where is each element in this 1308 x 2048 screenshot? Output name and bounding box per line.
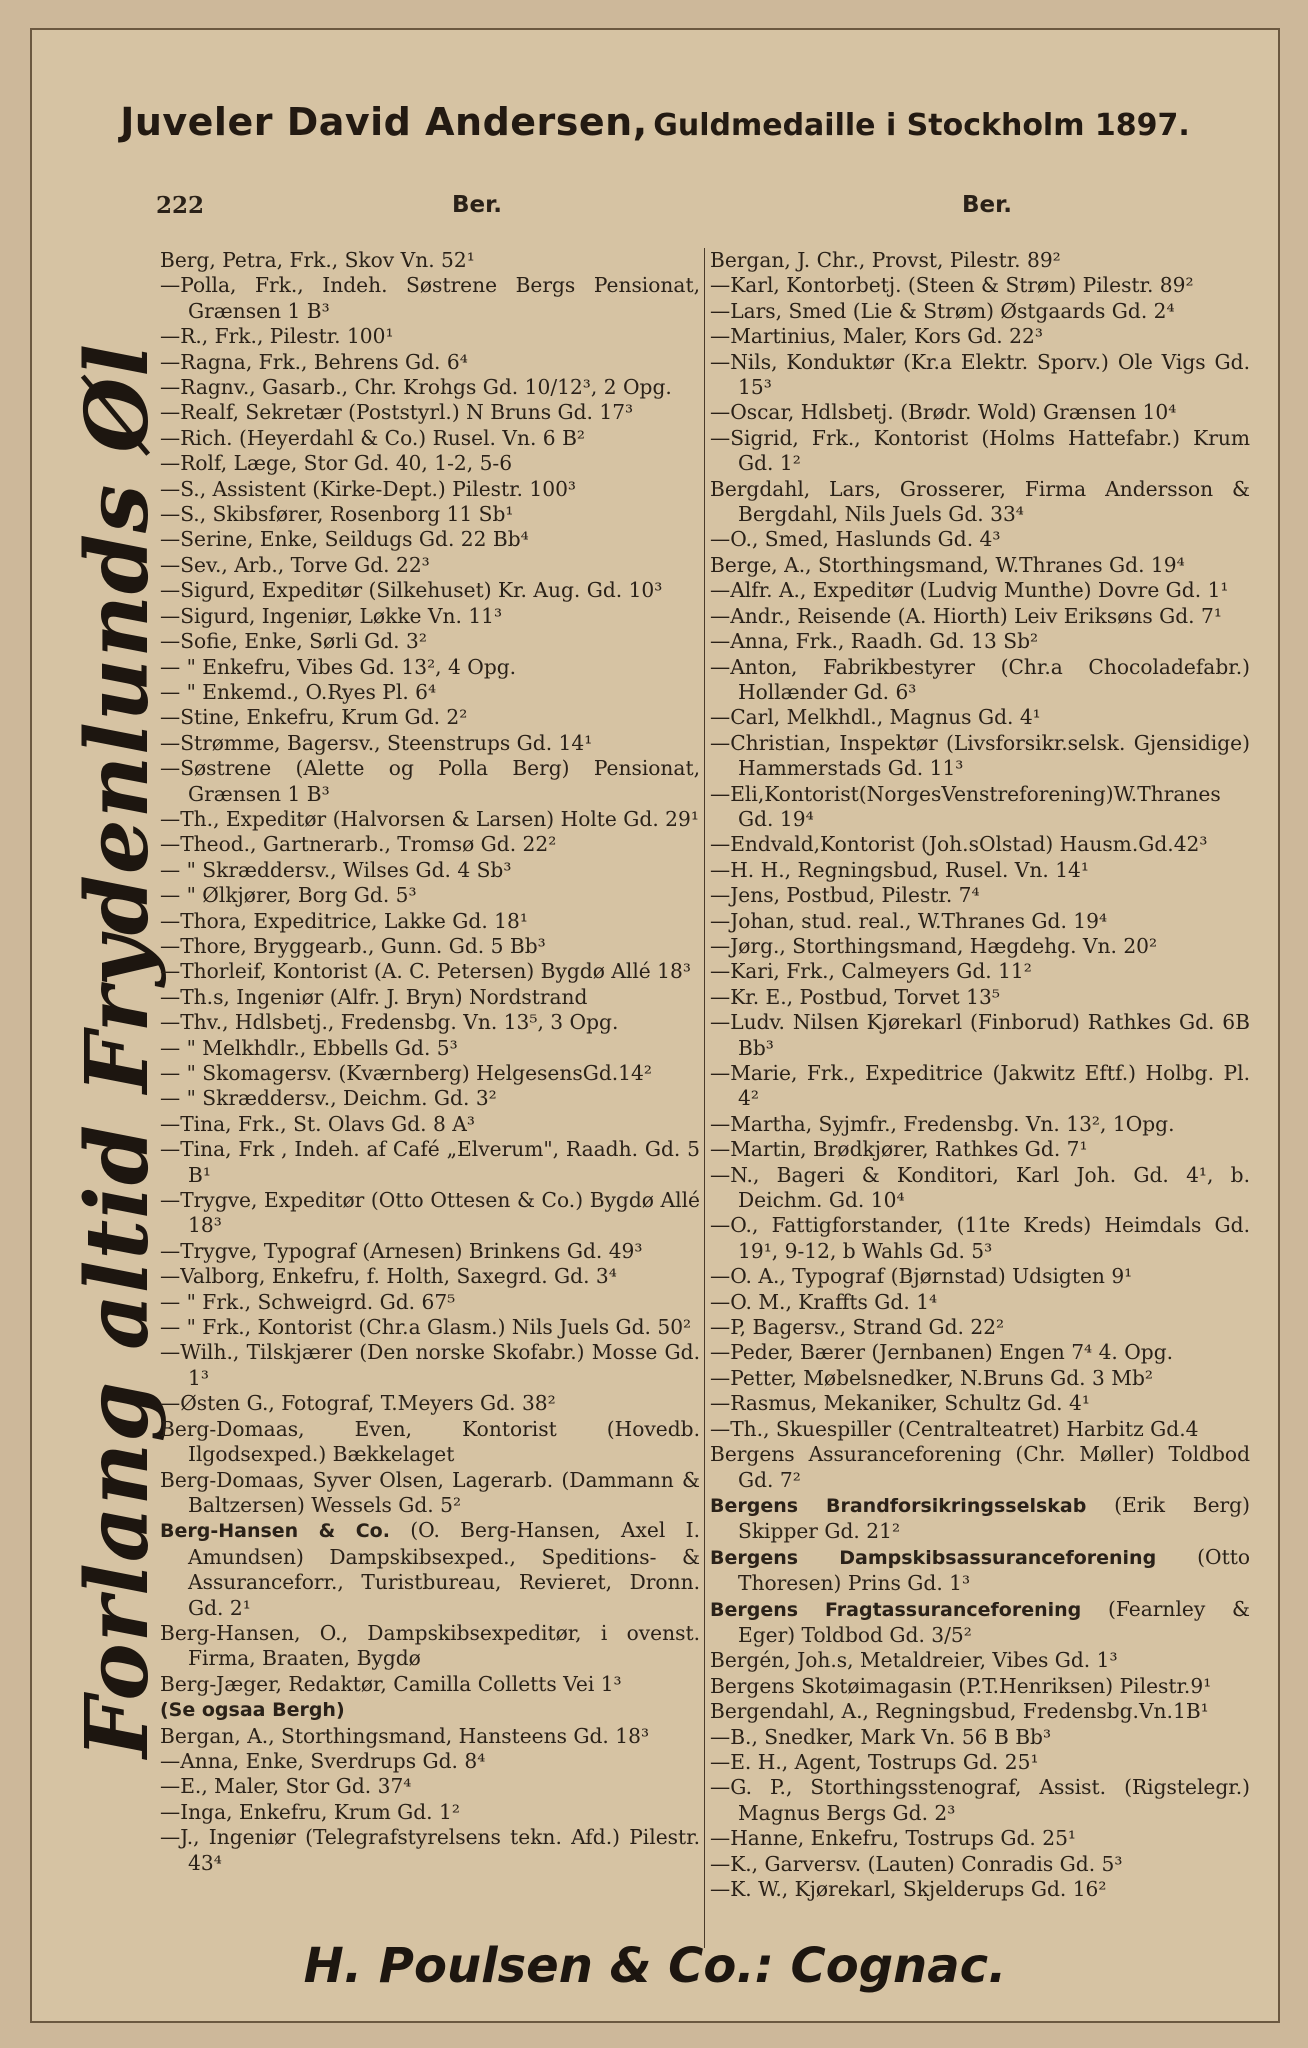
directory-entry (710, 1137, 1250, 1162)
directory-entry (160, 705, 700, 730)
entry-name: —Tina, Frk., St. Olavs Gd. 8 A³ (160, 1111, 475, 1136)
directory-entry (160, 807, 700, 832)
entry-name: —Kari, Frk., Calmeyers Gd. 11² (710, 959, 1032, 984)
entry-name: —Strømme, Bagersv., Steenstrups Gd. 14¹ (160, 730, 593, 755)
directory-entry (710, 832, 1250, 857)
directory-entry (160, 1417, 700, 1468)
entry-name: —Stine, Enkefru, Krum Gd. 2² (160, 705, 468, 730)
entry-name: —Rich. (Heyerdahl & Co.) Rusel. Vn. 6 B² (160, 425, 585, 450)
entry-name: —Thv., Hdlsbetj., Fredensbg. Vn. 13⁵, 3 Opg. (160, 1010, 619, 1035)
directory-entry (160, 502, 700, 527)
directory-entry (160, 1290, 700, 1315)
directory-entry (160, 1086, 700, 1111)
entry-name: —Østen G., Fotograf, T.Meyers Gd. 38² (160, 1391, 556, 1416)
directory-entry (160, 1315, 700, 1340)
directory-entry (160, 350, 700, 375)
entry-name: Bergens Dampskibsassuranceforening (710, 1546, 1157, 1569)
entry-name: Bergan, A., Storthingsmand, Hansteens Gd. 18³ (160, 1723, 650, 1748)
directory-entry (710, 985, 1250, 1010)
entry-name: —Jørg., Storthingsmand, Hægdehg. Vn. 20² (710, 933, 1158, 958)
entry-name: —Rasmus, Mekaniker, Schultz Gd. 4¹ (710, 1391, 1090, 1416)
entry-name: — " Skræddersv., Wilses Gd. 4 Sb³ (160, 857, 512, 882)
entry-name: —H. H., Regningsbud, Rusel. Vn. 14¹ (710, 857, 1089, 882)
entry-name: — " Skomagersv. (Kværnberg) HelgesensGd.14² (160, 1061, 652, 1085)
directory-entry (160, 1518, 700, 1621)
entry-name: — " Frk., Kontorist (Chr.a Glasm.) Nils Juels Gd. 50² (160, 1315, 692, 1340)
entry-name: — " Skræddersv., Deichm. Gd. 3² (160, 1086, 497, 1111)
directory-entry (710, 1417, 1250, 1442)
entry-name: —Søstrene (Alette og Polla Berg) Pensionat, Grænsen 1 B³ (160, 756, 700, 806)
directory-entry (710, 909, 1250, 934)
directory-entry (710, 1699, 1250, 1724)
directory-entry (160, 553, 700, 578)
directory-entry (160, 1010, 700, 1035)
entry-name: —Trygve, Expeditør (Otto Ottesen & Co.) Bygdø Allé 18³ (160, 1188, 700, 1238)
entry-name: —Jens, Postbud, Pilestr. 7⁴ (710, 883, 980, 908)
directory-entry (710, 934, 1250, 959)
directory-page (30, 28, 1280, 2023)
directory-entry (160, 477, 700, 502)
directory-entry (160, 578, 700, 603)
entry-name: —E. H., Agent, Tostrups Gd. 25¹ (710, 1749, 1039, 1774)
entry-name: —E., Maler, Stor Gd. 37⁴ (160, 1774, 412, 1799)
directory-entry (160, 655, 700, 680)
directory-entry (160, 1672, 700, 1697)
entry-name: Bergens Skotøimagasin (P.T.Henriksen) Pilestr.9¹ (710, 1673, 1212, 1698)
directory-entry (160, 1621, 700, 1672)
entry-name: Bergén, Joh.s, Metaldreier, Vibes Gd. 1³ (710, 1648, 1118, 1673)
jeweler-ad-medal: Guldmedaille i Stockholm 1897. (653, 108, 1190, 143)
directory-entry (710, 1290, 1250, 1315)
directory-entry (710, 782, 1250, 833)
entry-name: —B., Snedker, Mark Vn. 56 B Bb³ (710, 1724, 1052, 1749)
directory-entry (710, 1391, 1250, 1416)
directory-entry (710, 655, 1250, 706)
entry-name: —Carl, Melkhdl., Magnus Gd. 4¹ (710, 705, 1041, 730)
entry-name: —O. A., Typograf (Bjørnstad) Udsigten 9¹ (710, 1264, 1133, 1289)
directory-entry (160, 680, 700, 705)
entry-name: —Nils, Konduktør (Kr.a Elektr. Sporv.) Ole Vigs Gd. 15³ (710, 349, 1250, 400)
directory-entry (160, 1825, 700, 1876)
column-divider (704, 248, 705, 1948)
directory-entry (710, 477, 1250, 528)
directory-entry (710, 1545, 1250, 1597)
directory-entry (160, 985, 700, 1010)
entry-name: — " Melkhdlr., Ebbells Gd. 5³ (160, 1035, 458, 1060)
directory-entry (160, 1137, 700, 1188)
directory-entry (160, 1800, 700, 1825)
directory-entry (160, 1774, 700, 1799)
directory-entry (160, 1340, 700, 1391)
entry-name: —S., Assistent (Kirke-Dept.) Pilestr. 100³ (160, 476, 577, 501)
entry-detail: (Erik Berg) Skipper Gd. 21² (738, 1492, 1250, 1544)
directory-entry (710, 1877, 1250, 1902)
directory-entry (710, 883, 1250, 908)
directory-entry (710, 553, 1250, 578)
entry-name: —Realf, Sekretær (Poststyrl.) N Bruns Gd. 17³ (160, 400, 634, 425)
directory-entry (160, 629, 700, 654)
directory-entry (710, 1213, 1250, 1264)
directory-entry (160, 934, 700, 959)
entry-name: —Theod., Gartnerarb., Tromsø Gd. 22² (160, 832, 557, 857)
directory-entry (710, 629, 1250, 654)
entry-name: Bergdahl, Lars, Grosserer, Firma Andersson & Bergdahl, Nils Juels Gd. 33⁴ (710, 476, 1250, 527)
entry-name: —Th., Skuespiller (Centralteatret) Harbitz Gd.4 (710, 1416, 1199, 1441)
entry-name: —Endvald,Kontorist (Joh.sOlstad) Hausm.Gd.42³ (710, 832, 1208, 857)
directory-entry (160, 1468, 700, 1519)
running-header (32, 192, 1278, 232)
entry-name: — " Enkemd., O.Ryes Pl. 6⁴ (160, 679, 437, 704)
directory-entry (160, 451, 700, 476)
entry-name: —O., Fattigforstander, (11te Kreds) Heimdals Gd. 19¹, 9-12, b Wahls Gd. 5³ (710, 1213, 1250, 1263)
entry-name: —Ragnv., Gasarb., Chr. Krohgs Gd. 10/12³, 2 Opg. (160, 375, 672, 400)
directory-entry (710, 527, 1250, 552)
directory-entry (710, 1852, 1250, 1877)
left-column-head: Ber. (452, 192, 502, 218)
entry-name: — " Enkefru, Vibes Gd. 13², 4 Opg. (160, 654, 517, 679)
directory-entry (160, 426, 700, 451)
left-column (160, 248, 700, 1876)
directory-entry (160, 400, 700, 425)
directory-entry (710, 273, 1250, 298)
directory-entry (710, 1163, 1250, 1214)
entry-name: —J., Ingeniør (Telegrafstyrelsens tekn. Afd.) Pilestr. 43⁴ (160, 1825, 700, 1875)
bottom-advertisement: H. Poulsen & Co.: Cognac. (303, 1938, 1007, 1994)
entry-name: —Karl, Kontorbetj. (Steen & Strøm) Pilestr. 89² (710, 273, 1194, 298)
directory-entry (710, 1340, 1250, 1365)
directory-entry (160, 1724, 700, 1749)
entry-name: —Rolf, Læge, Stor Gd. 40, 1-2, 5-6 (160, 451, 513, 476)
directory-entry (160, 959, 700, 984)
entry-name: —Eli,Kontorist(NorgesVenstreforening)W.Thranes Gd. 19⁴ (710, 781, 1221, 831)
directory-entry (160, 1697, 700, 1723)
entry-name: —Anna, Enke, Sverdrups Gd. 8⁴ (160, 1748, 486, 1773)
entry-name: —Ragna, Frk., Behrens Gd. 6⁴ (160, 349, 468, 374)
entry-name: —Martinius, Maler, Kors Gd. 22³ (710, 324, 1043, 349)
directory-entry (160, 1239, 700, 1264)
entry-name: —Polla, Frk., Indeh. Søstrene Bergs Pensionat, Grænsen 1 B³ (160, 273, 700, 323)
side-advertisement (62, 342, 172, 1758)
entry-name: —Sofie, Enke, Sørli Gd. 3² (160, 629, 427, 654)
entry-name: —Sigurd, Expeditør (Silkehuset) Kr. Aug. Gd. 10³ (160, 578, 663, 603)
directory-entry (160, 1061, 700, 1086)
directory-entry (710, 705, 1250, 730)
entry-name: Berg-Hansen, O., Dampskibsexpeditør, i ovenst. Firma, Braaten, Bygdø (160, 1620, 700, 1671)
entry-name: —Thore, Bryggearb., Gunn. Gd. 5 Bb³ (160, 933, 546, 958)
directory-entry (160, 1112, 700, 1137)
entry-name: —N., Bageri & Konditori, Karl Joh. Gd. 4¹, b. Deichm. Gd. 10⁴ (710, 1162, 1250, 1213)
entry-name: —Peder, Bærer (Jernbanen) Engen 7⁴ 4. Opg. (710, 1340, 1174, 1365)
directory-entry (710, 1112, 1250, 1137)
entry-name: —Christian, Inspektør (Livsforsikr.selsk. Gjensidige) Hammerstads Gd. 11³ (710, 730, 1250, 781)
directory-entry (710, 1010, 1250, 1061)
directory-entry (160, 1391, 700, 1416)
entry-name: Berg-Domaas, Even, Kontorist (Hovedb. Ilgodsexped.) Bækkelaget (160, 1416, 700, 1467)
entry-name: Bergendahl, A., Regningsbud, Fredensbg.Vn.1B¹ (710, 1699, 1209, 1724)
directory-entry (710, 1366, 1250, 1391)
directory-entry (710, 578, 1250, 603)
directory-entry (160, 756, 700, 807)
directory-entry (160, 1264, 700, 1289)
entry-name: —Lars, Smed (Lie & Strøm) Østgaards Gd. 2⁴ (710, 298, 1175, 323)
entry-name: —O., Smed, Haslunds Gd. 4³ (710, 527, 1001, 552)
directory-entry (160, 248, 700, 273)
directory-entry (160, 527, 700, 552)
entry-name: —P, Bagersv., Strand Gd. 22² (710, 1315, 1005, 1340)
entry-name: Berge, A., Storthingsmand, W.Thranes Gd. 19⁴ (710, 552, 1185, 577)
entry-name: —Kr. E., Postbud, Torvet 13⁵ (710, 984, 1000, 1009)
entry-detail: (O. Berg-Hansen, Axel I. Amundsen) Dampskibsexped., Speditions- & Assuranceforr., Turistbureau, Revieret, Dronn. Gd. 2¹ (188, 1518, 700, 1620)
directory-entry (160, 604, 700, 629)
entry-name: Bergens Fragtassuranceforening (710, 1598, 1082, 1621)
directory-entry (710, 1061, 1250, 1112)
entry-name: —Petter, Møbelsnedker, N.Bruns Gd. 3 Mb² (710, 1365, 1153, 1390)
entry-name: —Anna, Frk., Raadh. Gd. 13 Sb² (710, 629, 1039, 654)
directory-entry (710, 858, 1250, 883)
directory-entry (710, 400, 1250, 425)
entry-name: —Andr., Reisende (A. Hiorth) Leiv Eriksøns Gd. 7¹ (710, 603, 1222, 628)
directory-entry (710, 1750, 1250, 1775)
entry-name: —K., Garversv. (Lauten) Conradis Gd. 5³ (710, 1851, 1123, 1876)
entry-name: —O. M., Kraffts Gd. 1⁴ (710, 1289, 938, 1314)
directory-entry (160, 1749, 700, 1774)
entry-name: —R., Frk., Pilestr. 100¹ (160, 324, 394, 349)
entry-name: —Tina, Frk , Indeh. af Café „Elverum", Raadh. Gd. 5 B¹ (160, 1137, 700, 1187)
directory-entry (710, 604, 1250, 629)
directory-entry (160, 273, 700, 324)
entry-name: Berg, Petra, Frk., Skov Vn. 52¹ (160, 248, 475, 272)
directory-entry (710, 1597, 1250, 1649)
directory-entry (160, 1036, 700, 1061)
directory-entry (710, 1264, 1250, 1289)
entry-name: —Sigrid, Frk., Kontorist (Holms Hattefabr.) Krum Gd. 1² (710, 425, 1250, 476)
right-column-head: Ber. (962, 192, 1012, 218)
entry-name: —Sev., Arb., Torve Gd. 22³ (160, 552, 430, 577)
directory-entry (160, 909, 700, 934)
directory-entry (710, 1674, 1250, 1699)
entry-name: —Martin, Brødkjører, Rathkes Gd. 7¹ (710, 1137, 1088, 1162)
page-number: 222 (156, 192, 205, 219)
entry-name: —Martha, Syjmfr., Fredensbg. Vn. 13², 1Opg. (710, 1111, 1175, 1136)
directory-entry (710, 350, 1250, 401)
directory-entry (710, 1442, 1250, 1493)
entry-name: —Anton, Fabrikbestyrer (Chr.a Chocoladefabr.) Hollænder Gd. 6³ (710, 654, 1250, 704)
entry-name: —Serine, Enke, Seildugs Gd. 22 Bb⁴ (160, 527, 529, 552)
directory-entry (710, 299, 1250, 324)
entry-name: —Th.s, Ingeniør (Alfr. J. Bryn) Nordstrand (160, 984, 588, 1009)
directory-entry (160, 883, 700, 908)
entry-name: —Trygve, Typograf (Arnesen) Brinkens Gd. 49³ (160, 1238, 643, 1263)
entry-name: —Oscar, Hdlsbetj. (Brødr. Wold) Grænsen 10⁴ (710, 400, 1177, 425)
directory-entry (160, 858, 700, 883)
directory-entry (160, 324, 700, 349)
entry-name: —K. W., Kjørekarl, Skjelderups Gd. 16² (710, 1877, 1107, 1901)
directory-entry (710, 731, 1250, 782)
top-advertisement (32, 100, 1278, 144)
entry-name: — " Ølkjører, Borg Gd. 5³ (160, 883, 417, 908)
side-ad-text: Forlang altid Frydenlunds Øl (66, 342, 168, 1758)
directory-entry (710, 426, 1250, 477)
directory-entry (710, 1826, 1250, 1851)
entry-name: —Hanne, Enkefru, Tostrups Gd. 25¹ (710, 1826, 1077, 1851)
entry-name: —Thorleif, Kontorist (A. C. Petersen) Bygdø Allé 18³ (160, 959, 691, 984)
directory-entry (160, 375, 700, 400)
entry-name: Bergens Brandforsikringsselskab (710, 1494, 1087, 1517)
entry-name: Berg-Hansen & Co. (160, 1520, 390, 1543)
entry-name: —Valborg, Enkefru, f. Holth, Saxegrd. Gd. 3⁴ (160, 1264, 617, 1289)
entry-detail: (Fearnley & Eger) Toldbod Gd. 3/5² (738, 1596, 1250, 1647)
directory-entry (710, 1648, 1250, 1673)
entry-name: —Th., Expeditør (Halvorsen & Larsen) Holte Gd. 29¹ (160, 806, 699, 831)
directory-entry (710, 324, 1250, 349)
entry-name: —Alfr. A., Expeditør (Ludvig Munthe) Dovre Gd. 1¹ (710, 578, 1229, 603)
entry-name: —Sigurd, Ingeniør, Løkke Vn. 11³ (160, 603, 503, 628)
jeweler-ad-name: Juveler David Andersen, (120, 100, 648, 144)
directory-entry (160, 832, 700, 857)
entry-name: Berg-Domaas, Syver Olsen, Lagerarb. (Dammann & Baltzersen) Wessels Gd. 5² (160, 1467, 700, 1517)
entry-name: (Se ogsaa Bergh) (160, 1699, 345, 1722)
entry-detail: (Otto Thoresen) Prins Gd. 1³ (738, 1544, 1250, 1596)
directory-entry (710, 1725, 1250, 1750)
entry-name: Berg-Jæger, Redaktør, Camilla Colletts Vei 1³ (160, 1671, 622, 1696)
entry-name: Bergens Assuranceforening (Chr. Møller) Toldbod Gd. 7² (710, 1442, 1250, 1492)
directory-entry (710, 1493, 1250, 1545)
entry-name: —Ludv. Nilsen Kjørekarl (Finborud) Rathkes Gd. 6B Bb³ (710, 1010, 1250, 1060)
entry-name: —Marie, Frk., Expeditrice (Jakwitz Eftf.) Holbg. Pl. 4² (710, 1061, 1250, 1111)
directory-entry (160, 1188, 700, 1239)
entry-name: —Johan, stud. real., W.Thranes Gd. 19⁴ (710, 908, 1108, 933)
directory-entry (710, 959, 1250, 984)
directory-entry (710, 1315, 1250, 1340)
entry-name: —S., Skibsfører, Rosenborg 11 Sb¹ (160, 502, 514, 527)
entry-name: —Inga, Enkefru, Krum Gd. 1² (160, 1799, 460, 1824)
entry-name: — " Frk., Schweigrd. Gd. 67⁵ (160, 1289, 456, 1314)
directory-entry (710, 248, 1250, 273)
entry-name: —Wilh., Tilskjærer (Den norske Skofabr.) Mosse Gd. 1³ (160, 1340, 700, 1390)
entry-name: —Thora, Expeditrice, Lakke Gd. 18¹ (160, 908, 528, 933)
right-column (710, 248, 1250, 1902)
directory-entry (710, 1775, 1250, 1826)
directory-entry (160, 731, 700, 756)
entry-name: —G. P., Storthingsstenograf, Assist. (Rigstelegr.) Magnus Bergs Gd. 2³ (710, 1775, 1250, 1825)
entry-name: Bergan, J. Chr., Provst, Pilestr. 89² (710, 248, 1061, 272)
